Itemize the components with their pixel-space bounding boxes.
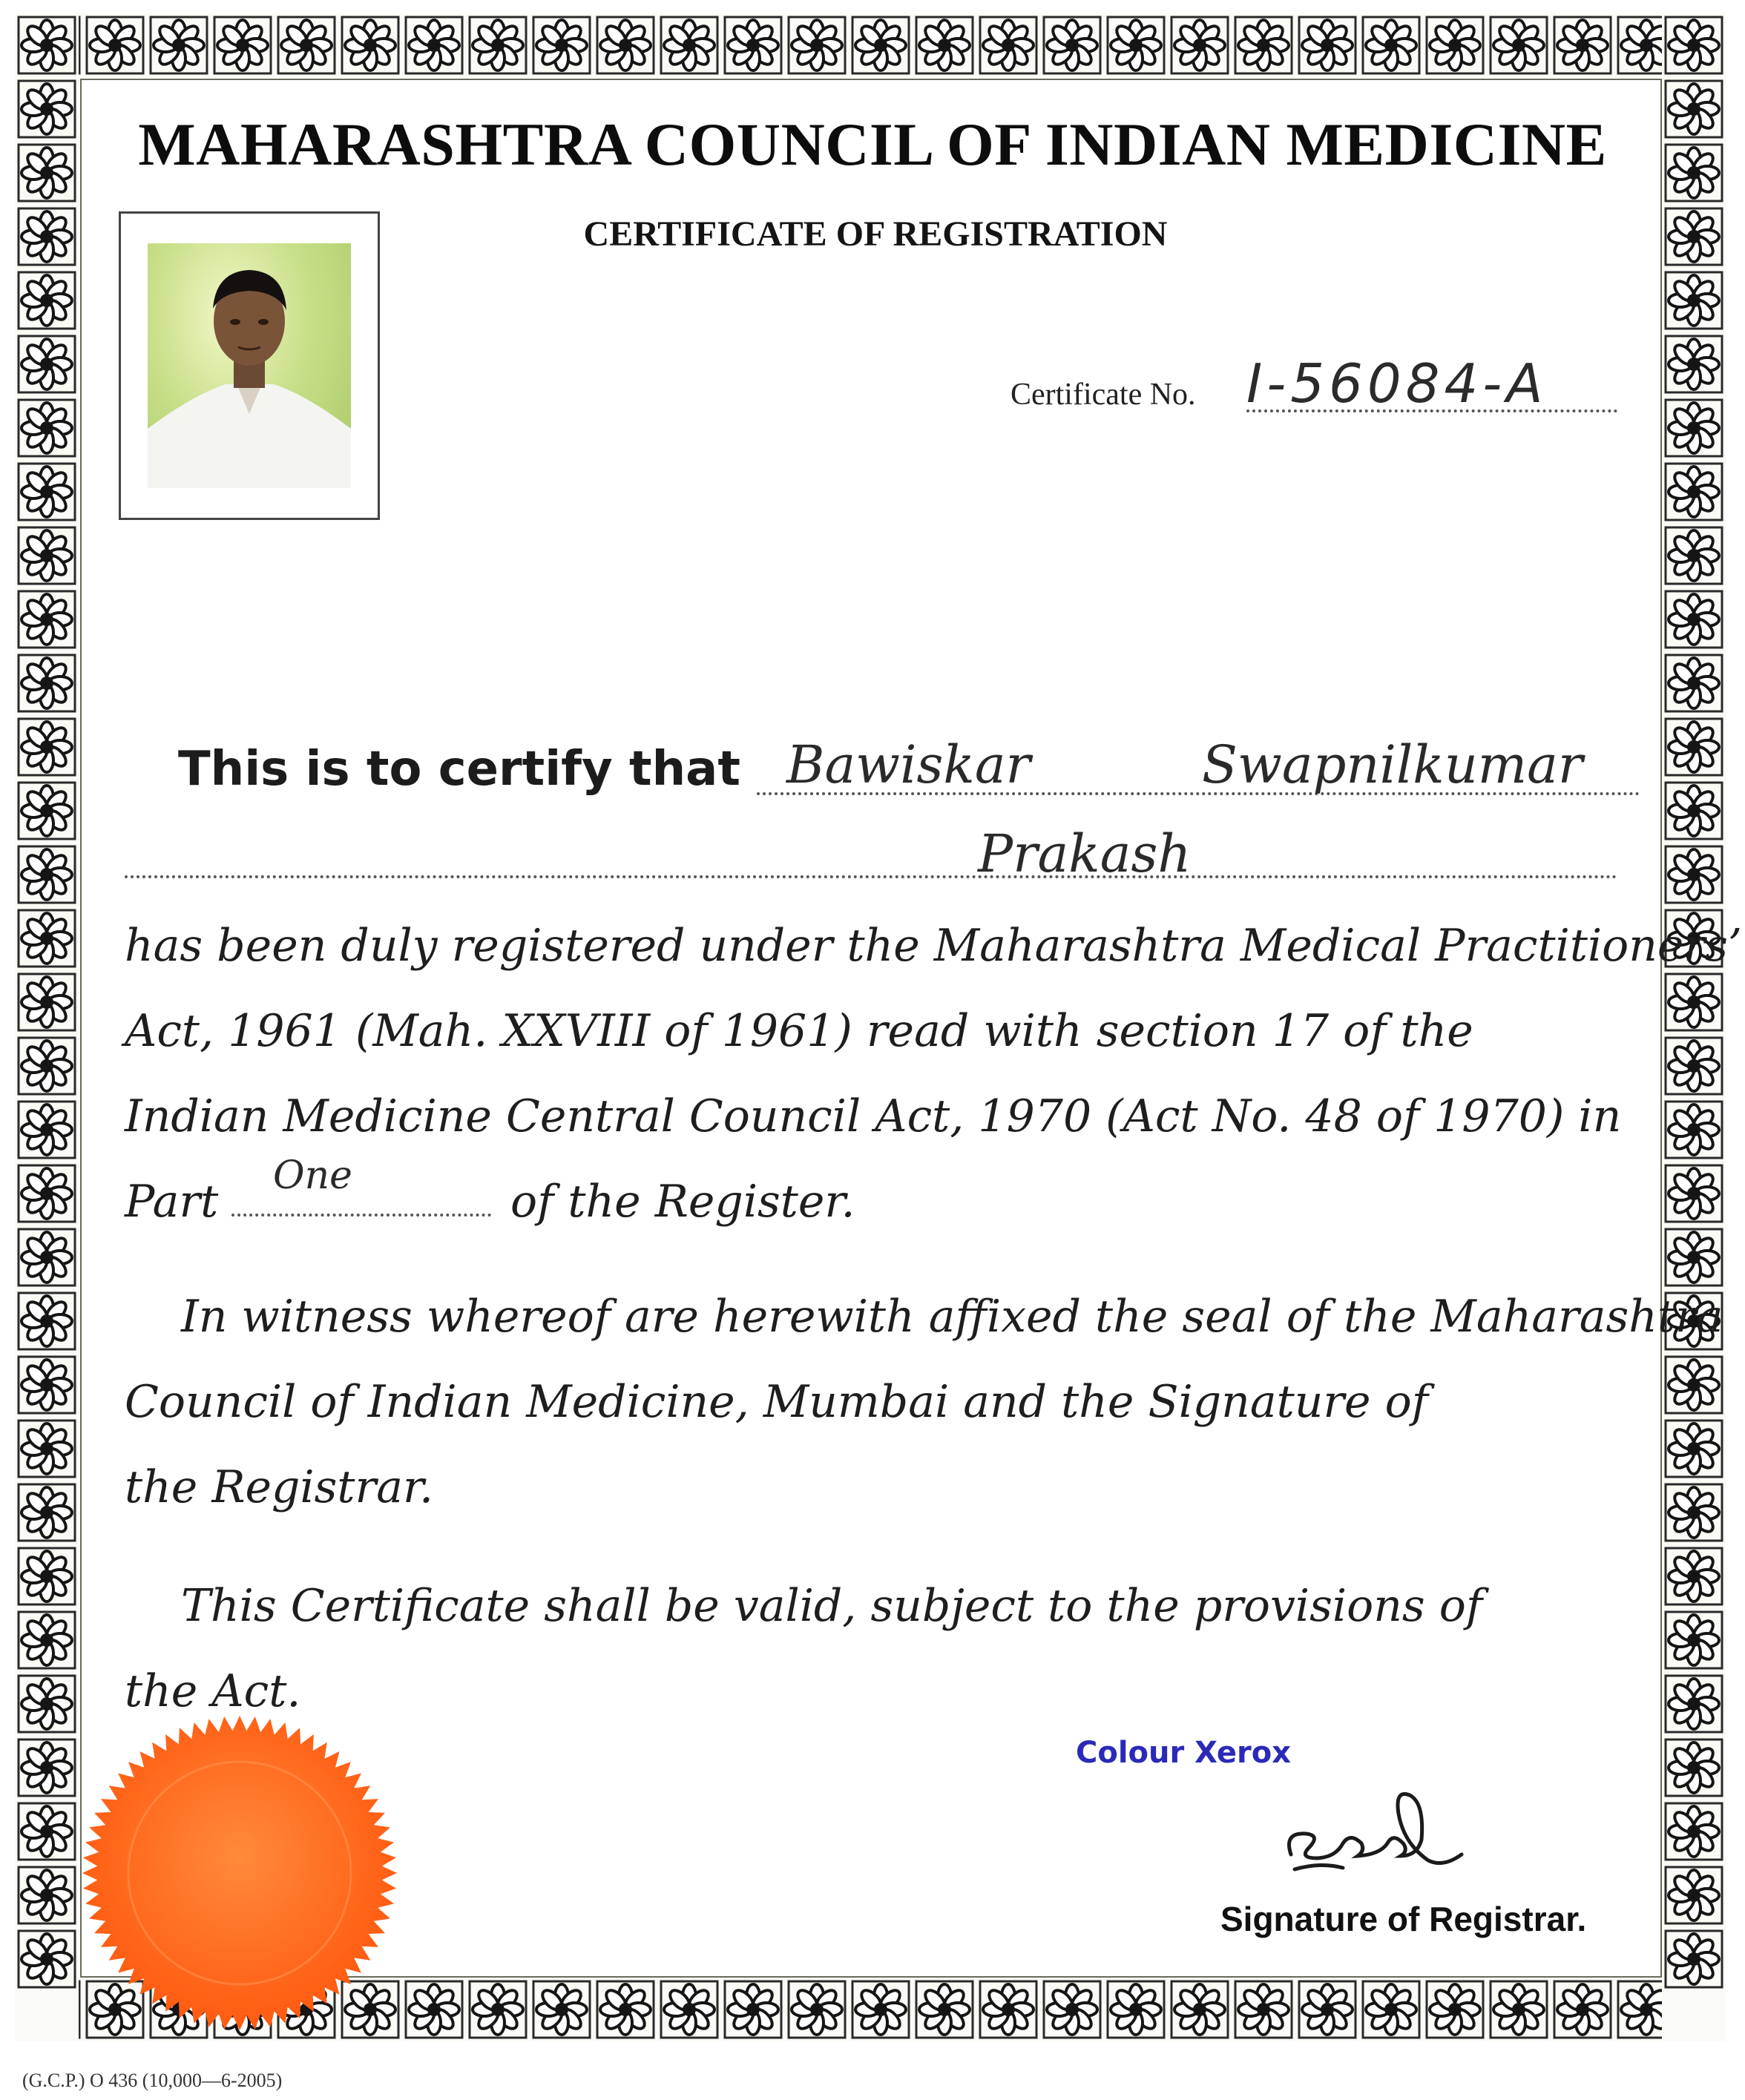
person-silhouette-icon (148, 243, 351, 488)
registrar-signature-icon (1276, 1773, 1469, 1884)
para1-line3: Indian Medicine Central Council Act, 1970 (Act No. 48 of 1970) in (125, 1090, 1622, 1142)
para3-line1: This Certificate shall be valid, subject to the provisions of (181, 1580, 1483, 1632)
para1-line2: Act, 1961 (Mah. XXVIII of 1961) read with section 17 of the (125, 1005, 1473, 1057)
para2-line3: the Registrar. (125, 1461, 434, 1513)
register-part-value: One (273, 1153, 352, 1198)
para1-line1: has been duly registered under the Maharashtra Medical Practitioners’ (125, 920, 1742, 972)
seal-starburst (82, 1716, 397, 2030)
ornamental-border-left (15, 13, 79, 2041)
holder-photo (148, 243, 351, 488)
para1-part-word: Part (125, 1176, 219, 1228)
council-name: MAHARASHTRA COUNCIL OF INDIAN MEDICINE (138, 111, 1607, 178)
name-dotted-line-2 (125, 875, 1617, 878)
para1-line4-end: of the Register. (510, 1176, 855, 1228)
part-dotted-line (231, 1214, 491, 1217)
colour-xerox-stamp: Colour Xerox (1076, 1736, 1292, 1770)
holder-given-name: Swapnilkumar (1202, 734, 1583, 795)
certify-lead-text: This is to certify that (178, 742, 740, 797)
para3-line2: the Act. (125, 1665, 301, 1717)
print-code: (G.C.P.) O 436 (10,000—6-2005) (22, 2070, 283, 2091)
certificate-number-label: Certificate No. (1010, 378, 1196, 412)
ornamental-border-right (1662, 13, 1726, 2041)
ornamental-border-top (19, 13, 1726, 77)
certificate-number-value: I-56084-A (1246, 352, 1548, 415)
council-seal-icon (80, 1714, 399, 2032)
para2-line2: Council of Indian Medicine, Mumbai and the Signature of (125, 1376, 1428, 1428)
registrar-signature-label: Signature of Registrar. (1220, 1900, 1587, 1938)
para2-line1: In witness whereof are herewith affixed the seal of the Maharashtra (181, 1291, 1723, 1343)
certificate-heading: CERTIFICATE OF REGISTRATION (583, 214, 1168, 254)
holder-surname: Bawiskar (786, 734, 1031, 795)
holder-middle-name: Prakash (978, 823, 1192, 884)
photo-frame (119, 211, 380, 520)
